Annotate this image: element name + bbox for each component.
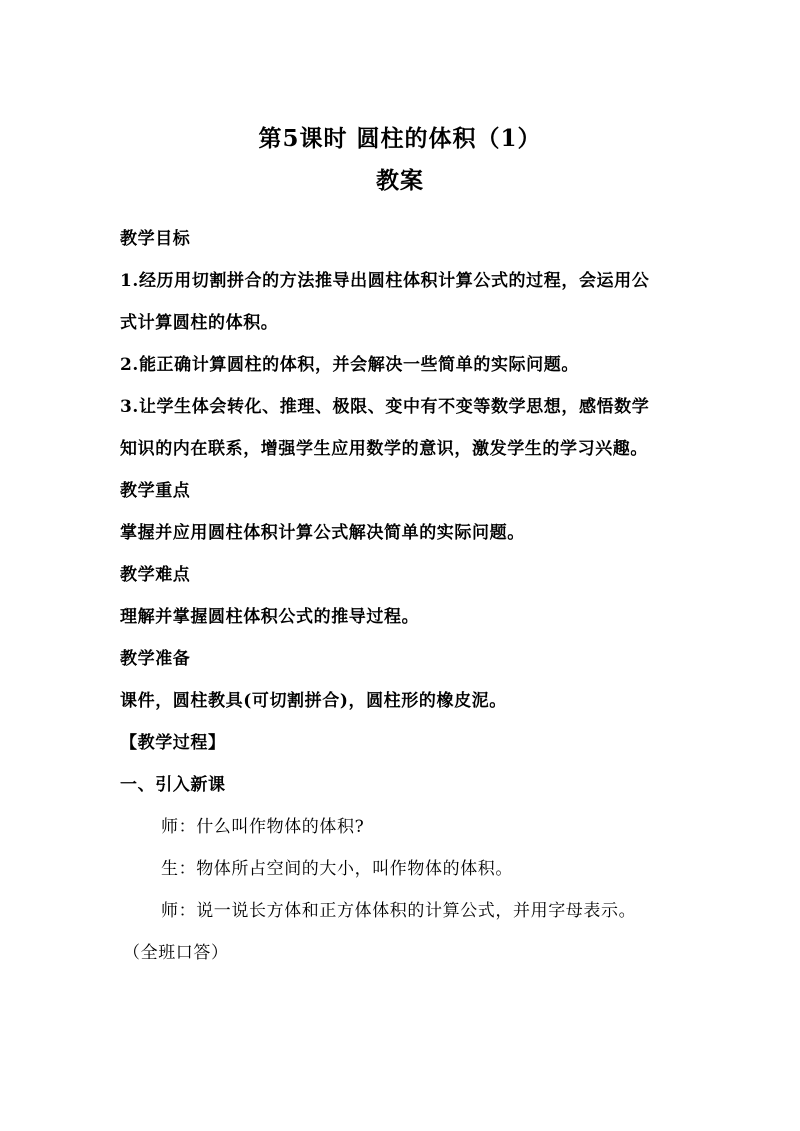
objective-1-line-2: 式计算圆柱的体积。: [120, 313, 279, 333]
objective-1-line-1: 1.经历用切割拼合的方法推导出圆柱体积计算公式的过程，会运用公: [120, 271, 650, 291]
section-heading-difficulties: 教学难点: [120, 565, 191, 585]
dialogue-teacher-2: 师：说一说长方体和正方体体积的计算公式，并用字母表示。: [161, 901, 637, 921]
objective-3-line-2: 知识的内在联系，增强学生应用数学的意识，激发学生的学习兴趣。: [120, 439, 648, 459]
lesson-title: 第5课时 圆柱的体积（1）: [258, 125, 542, 152]
objective-3-line-1: 3.让学生体会转化、推理、极限、变中有不变等数学思想，感悟数学: [120, 397, 650, 417]
objective-2: 2.能正确计算圆柱的体积，并会解决一些简单的实际问题。: [120, 355, 579, 375]
difficulties-text: 理解并掌握圆柱体积公式的推导过程。: [120, 607, 420, 627]
dialogue-teacher-1: 师：什么叫作物体的体积?: [161, 817, 365, 837]
section-heading-key-points: 教学重点: [120, 481, 191, 501]
subsection-introduction: 一、引入新课: [120, 775, 226, 795]
class-response-note: （全班口答）: [123, 943, 229, 963]
key-points-text: 掌握并应用圆柱体积计算公式解决简单的实际问题。: [120, 523, 525, 543]
lesson-subtitle: 教案: [376, 167, 424, 194]
preparation-text: 课件，圆柱教具(可切割拼合)，圆柱形的橡皮泥。: [120, 691, 507, 711]
dialogue-student-1: 生：物体所占空间的大小，叫作物体的体积。: [161, 859, 513, 879]
section-heading-objectives: 教学目标: [120, 229, 191, 249]
section-heading-preparation: 教学准备: [120, 649, 191, 669]
section-heading-process: 【教学过程】: [120, 733, 226, 753]
